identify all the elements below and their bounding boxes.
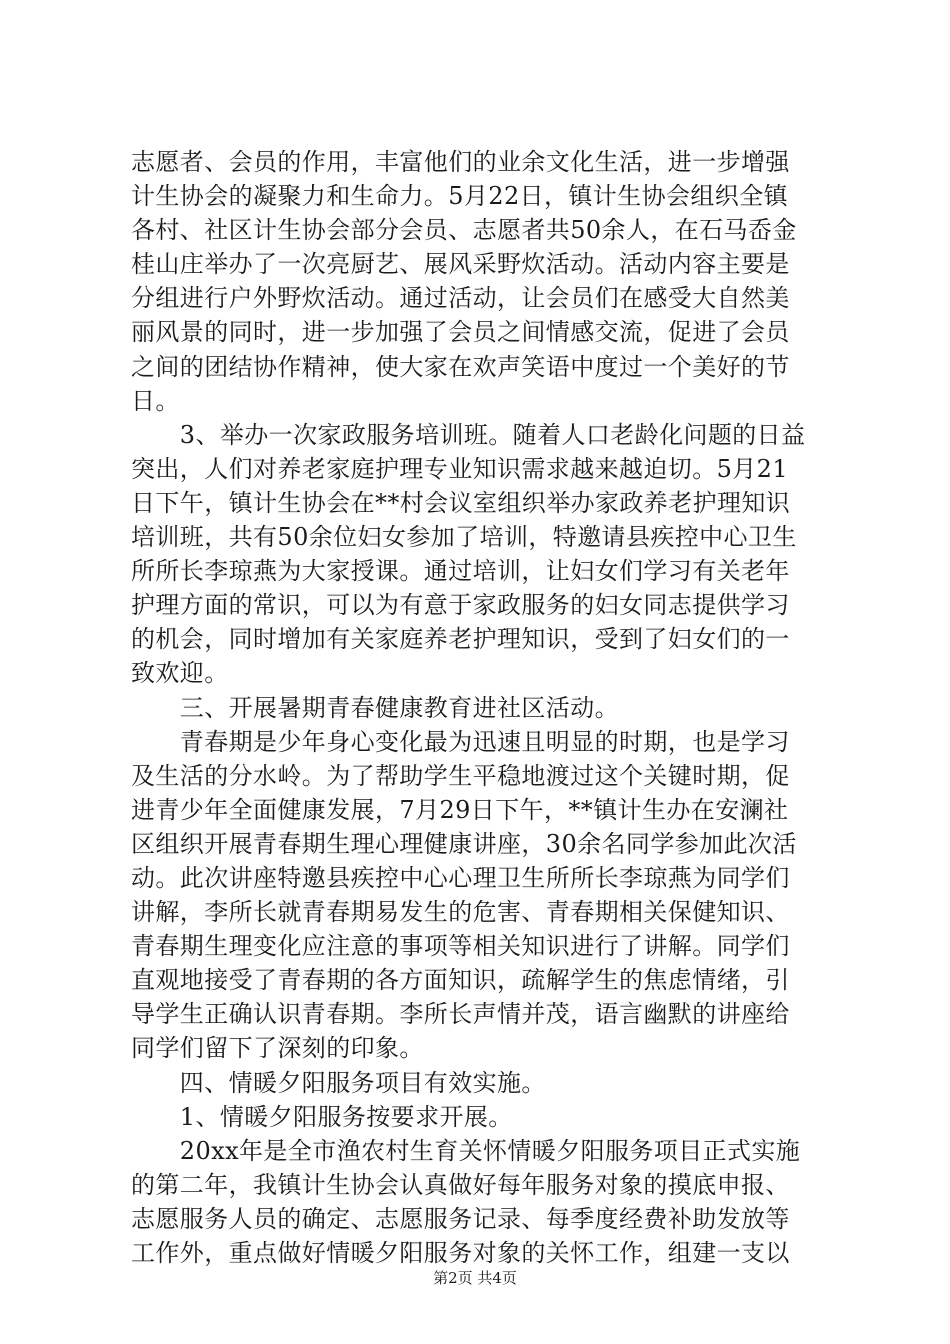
text-line: 青春期生理变化应注意的事项等相关知识进行了讲解。同学们 [131, 932, 790, 961]
text-line: 讲解，李所长就青春期易发生的危害、青春期相关保健知识、 [131, 898, 790, 927]
page-number: 第2页 共4页 [433, 1269, 517, 1287]
text-line: 致欢迎。 [131, 659, 229, 688]
text-line: 20xx年是全市渔农村生育关怀情暖夕阳服务项目正式实施 [131, 1136, 801, 1165]
text-line: 计生协会的凝聚力和生命力。5月22日，镇计生协会组织全镇 [131, 182, 789, 211]
subsection-heading: 1、情暖夕阳服务按要求开展。 [131, 1102, 513, 1131]
text-line: 护理方面的常识，可以为有意于家政服务的妇女同志提供学习 [131, 591, 790, 620]
text-line: 桂山庄举办了一次亮厨艺、展风采野炊活动。活动内容主要是 [131, 250, 790, 279]
text-line: 工作外，重点做好情暖夕阳服务对象的关怀工作，组建一支以 [131, 1239, 790, 1267]
text-line: 志愿者、会员的作用，丰富他们的业余文化生活，进一步增强 [131, 148, 790, 176]
text-line: 区组织开展青春期生理心理健康讲座，30余名同学参加此次活 [131, 829, 797, 858]
text-line: 日。 [131, 386, 180, 415]
text-line: 培训班，共有50余位妇女参加了培训，特邀请县疾控中心卫生 [131, 523, 797, 552]
document-body [131, 145, 831, 1270]
text-line: 导学生正确认识青春期。李所长声情并茂，语言幽默的讲座给 [131, 1000, 790, 1029]
text-line: 及生活的分水岭。为了帮助学生平稳地渡过这个关键时期，促 [131, 761, 790, 790]
text-line: 突出，人们对养老家庭护理专业知识需求越来越迫切。5月21 [131, 454, 789, 483]
text-line: 所所长李琼燕为大家授课。通过培训，让妇女们学习有关老年 [131, 557, 790, 586]
text-line: 的机会，同时增加有关家庭养老护理知识，受到了妇女们的一 [131, 625, 790, 654]
text-line: 的第二年，我镇计生协会认真做好每年服务对象的摸底申报、 [131, 1170, 790, 1199]
section-heading: 三、开展暑期青春健康教育进社区活动。 [131, 693, 619, 722]
text-line: 志愿服务人员的确定、志愿服务记录、每季度经费补助发放等 [131, 1204, 790, 1233]
text-line: 之间的团结协作精神，使大家在欢声笑语中度过一个美好的节 [131, 352, 790, 381]
text-line: 3、举办一次家政服务培训班。随着人口老龄化问题的日益 [131, 420, 806, 449]
text-line: 青春期是少年身心变化最为迅速且明显的时期，也是学习 [131, 727, 790, 756]
text-line: 分组进行户外野炊活动。通过活动，让会员们在感受大自然美 [131, 284, 790, 313]
text-line: 动。此次讲座特邀县疾控中心心理卫生所所长李琼燕为同学们 [131, 863, 790, 892]
text-line: 直观地接受了青春期的各方面知识，疏解学生的焦虑情绪，引 [131, 966, 790, 995]
text-line: 进青少年全面健康发展，7月29日下午，**镇计生办在安澜社 [131, 795, 789, 824]
text-line: 同学们留下了深刻的印象。 [131, 1034, 424, 1063]
section-heading: 四、情暖夕阳服务项目有效实施。 [131, 1068, 546, 1097]
text-line: 日下午，镇计生协会在**村会议室组织举办家政养老护理知识 [131, 488, 791, 517]
text-line: 各村、社区计生协会部分会员、志愿者共50余人，在石马岙金 [131, 216, 797, 245]
text-line: 丽风景的同时，进一步加强了会员之间情感交流，促进了会员 [131, 318, 790, 347]
page-footer [0, 1268, 950, 1288]
